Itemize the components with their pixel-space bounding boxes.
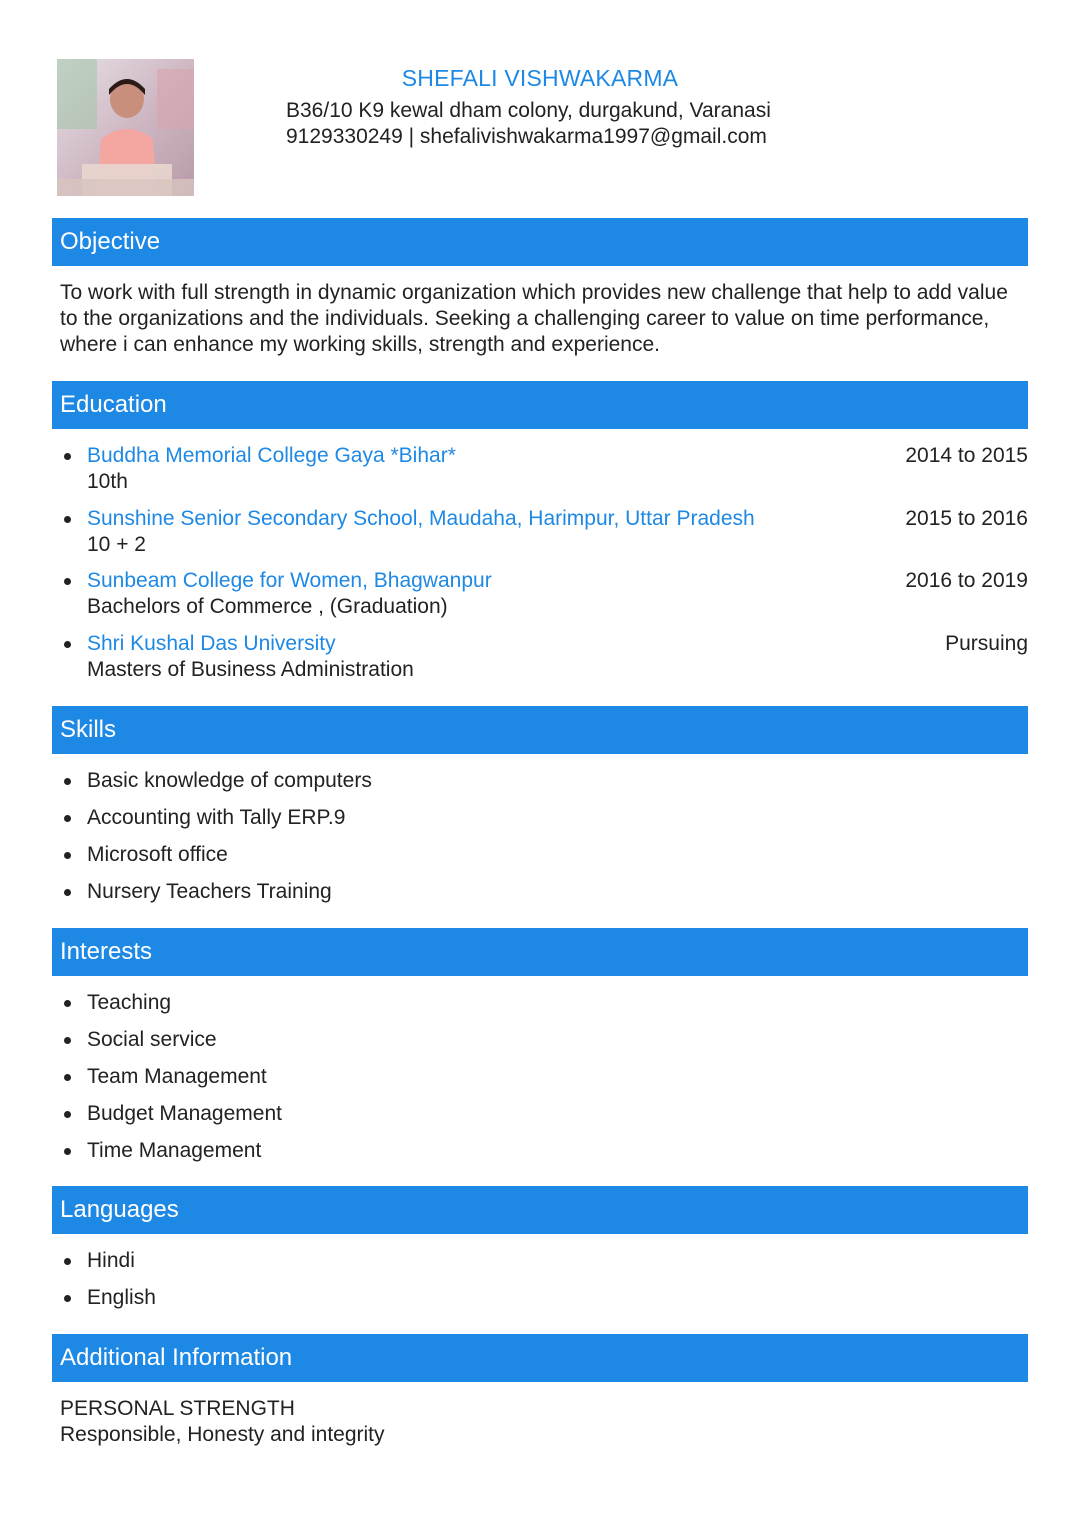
section-header-additional-information: Additional Information (52, 1334, 1028, 1382)
section-header-skills: Skills (52, 706, 1028, 754)
study-period: 2016 to 2019 (905, 569, 1028, 592)
phone-email: 9129330249 | shefalivishwakarma1997@gmail.com (286, 125, 767, 148)
school-name: Shri Kushal Das University (87, 631, 336, 655)
school-name: Sunshine Senior Secondary School, Maudaha, Harimpur, Uttar Pradesh (87, 506, 755, 530)
education-list (60, 443, 1028, 693)
education-item (60, 568, 1028, 631)
objective-text: To work with full strength in dynamic organization which provides new challenge that help to add value to the organizations and the individuals. Seeking a challenging career to value on time performance, where i can enhance my working skills, strength and experience. (60, 281, 1008, 356)
school-name: Buddha Memorial College Gaya *Bihar* (87, 444, 456, 467)
skill-item: Basic knowledge of computers (60, 768, 1028, 805)
interest-item: Time Management (60, 1138, 1028, 1175)
section-header-languages: Languages (52, 1186, 1028, 1234)
language-item: Hindi (60, 1248, 1028, 1285)
degree: 10th (87, 470, 128, 493)
skills-list (60, 768, 1028, 916)
school-name: Sunbeam College for Women, Bhagwanpur (87, 569, 492, 592)
degree: Bachelors of Commerce , (Graduation) (87, 595, 448, 618)
section-header-education: Education (52, 381, 1028, 429)
candidate-name: SHEFALI VISHWAKARMA (401, 65, 679, 91)
degree: 10 + 2 (87, 532, 146, 556)
profile-photo (57, 59, 194, 196)
address: B36/10 K9 kewal dham colony, durgakund, Varanasi (286, 99, 771, 122)
skill-item: Microsoft office (60, 842, 1028, 879)
study-period: 2014 to 2015 (905, 444, 1028, 467)
study-period: 2015 to 2016 (905, 506, 1028, 530)
interest-item: Teaching (60, 990, 1028, 1027)
additional-heading: PERSONAL STRENGTH (60, 1397, 295, 1420)
interest-item: Team Management (60, 1064, 1028, 1101)
section-header-objective: Objective (52, 218, 1028, 266)
interest-item: Budget Management (60, 1101, 1028, 1138)
interest-item: Social service (60, 1027, 1028, 1064)
education-item (60, 506, 1028, 569)
interests-list (60, 990, 1028, 1175)
additional-text: Responsible, Honesty and integrity (60, 1423, 385, 1446)
degree: Masters of Business Administration (87, 657, 414, 681)
languages-list (60, 1248, 1028, 1322)
education-item (60, 443, 1028, 506)
study-period: Pursuing (945, 631, 1028, 655)
education-item (60, 631, 1028, 694)
skill-item: Accounting with Tally ERP.9 (60, 805, 1028, 842)
section-header-interests: Interests (52, 928, 1028, 976)
skill-item: Nursery Teachers Training (60, 879, 1028, 916)
language-item: English (60, 1285, 1028, 1322)
